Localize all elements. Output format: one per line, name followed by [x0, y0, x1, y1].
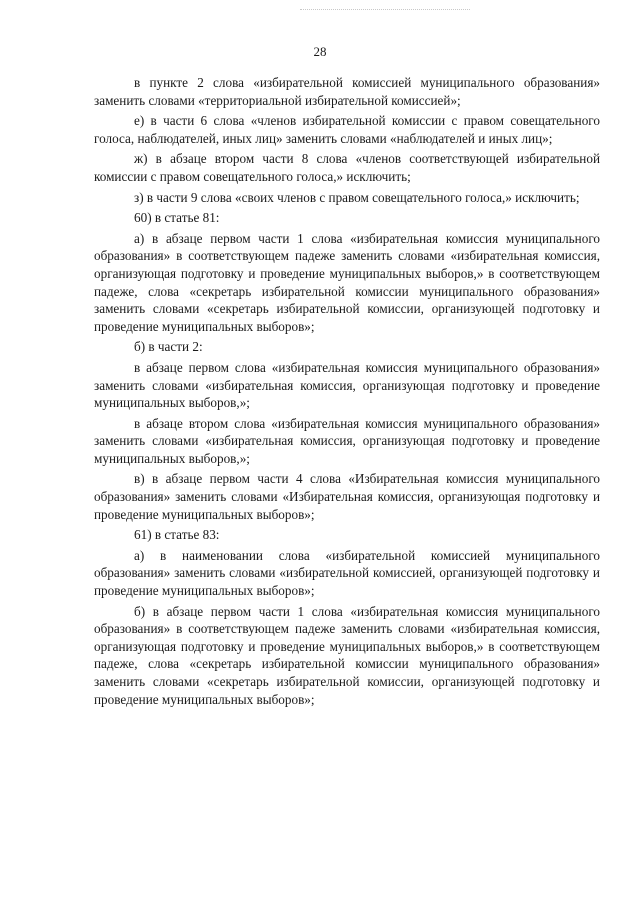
paragraph: а) в наименовании слова «избирательной комиссией муниципального образования» заменить словами «избирательной комиссией, организующей подготовку и проведение муниципальных выборов»; [94, 547, 600, 599]
paragraph: в) в абзаце первом части 4 слова «Избирательная комиссия муниципального образования» заменить словами «Избирательная комиссия, организующая подготовку и проведение муниципальных выборов»; [94, 471, 600, 522]
paragraph: ж) в абзаце втором части 8 слова «членов соответствующей избирательной комиссии с правом совещательного голоса,» исключить; [94, 151, 600, 184]
paragraph: 61) в статье 83: [134, 527, 220, 543]
paragraph: е) в части 6 слова «членов избирательной комиссии с правом совещательного голоса, наблюдателей, иных лиц» заменить словами «наблюдателей и иных лиц»; [94, 113, 600, 146]
paragraph: в пункте 2 слова «избирательной комиссией муниципального образования» заменить словами «территориальной избирательной комиссией»; [94, 75, 600, 108]
paragraph: а) в абзаце первом части 1 слова «избирательная комиссия муниципального образования» в соответствующем падеже заменить словами «избирательная комиссия, организующая подготовку и проведение муниципальных выборов,» в соответствующем падеже, слова «секретарь избирательной комиссии муниципального образования» заменить словами «секретарь избирательной комиссии, организующей подготовку и проведение муниципальных выборов»; [94, 230, 600, 334]
paragraph: б) в части 2: [134, 339, 203, 355]
paragraph: з) в части 9 слова «своих членов с правом совещательного голоса,» исключить; [134, 189, 580, 205]
paragraph: б) в абзаце первом части 1 слова «избирательная комиссия муниципального образования» в соответствующем падеже заменить словами «избирательная комиссия, организующая подготовку и проведение муниципальных выборов,» в соответствующем падеже, слова «секретарь избирательной комиссии муниципального образования» заменить словами «секретарь избирательной комиссии, организующей подготовку и проведение муниципальных выборов»; [94, 603, 600, 707]
page-number: 28 [313, 44, 327, 59]
paragraph: в абзаце первом слова «избирательная комиссия муниципального образования» заменить словами «избирательная комиссия, организующая подготовку и проведение муниципальных выборов,»; [94, 359, 600, 411]
scan-artifact [300, 9, 470, 13]
document-body [94, 74, 600, 711]
paragraph: в абзаце втором слова «избирательная комиссия муниципального образования» заменить словами «избирательная комиссия, организующая подготовку и проведение муниципальных выборов,»; [94, 415, 600, 466]
paragraph: 60) в статье 81: [134, 210, 220, 226]
